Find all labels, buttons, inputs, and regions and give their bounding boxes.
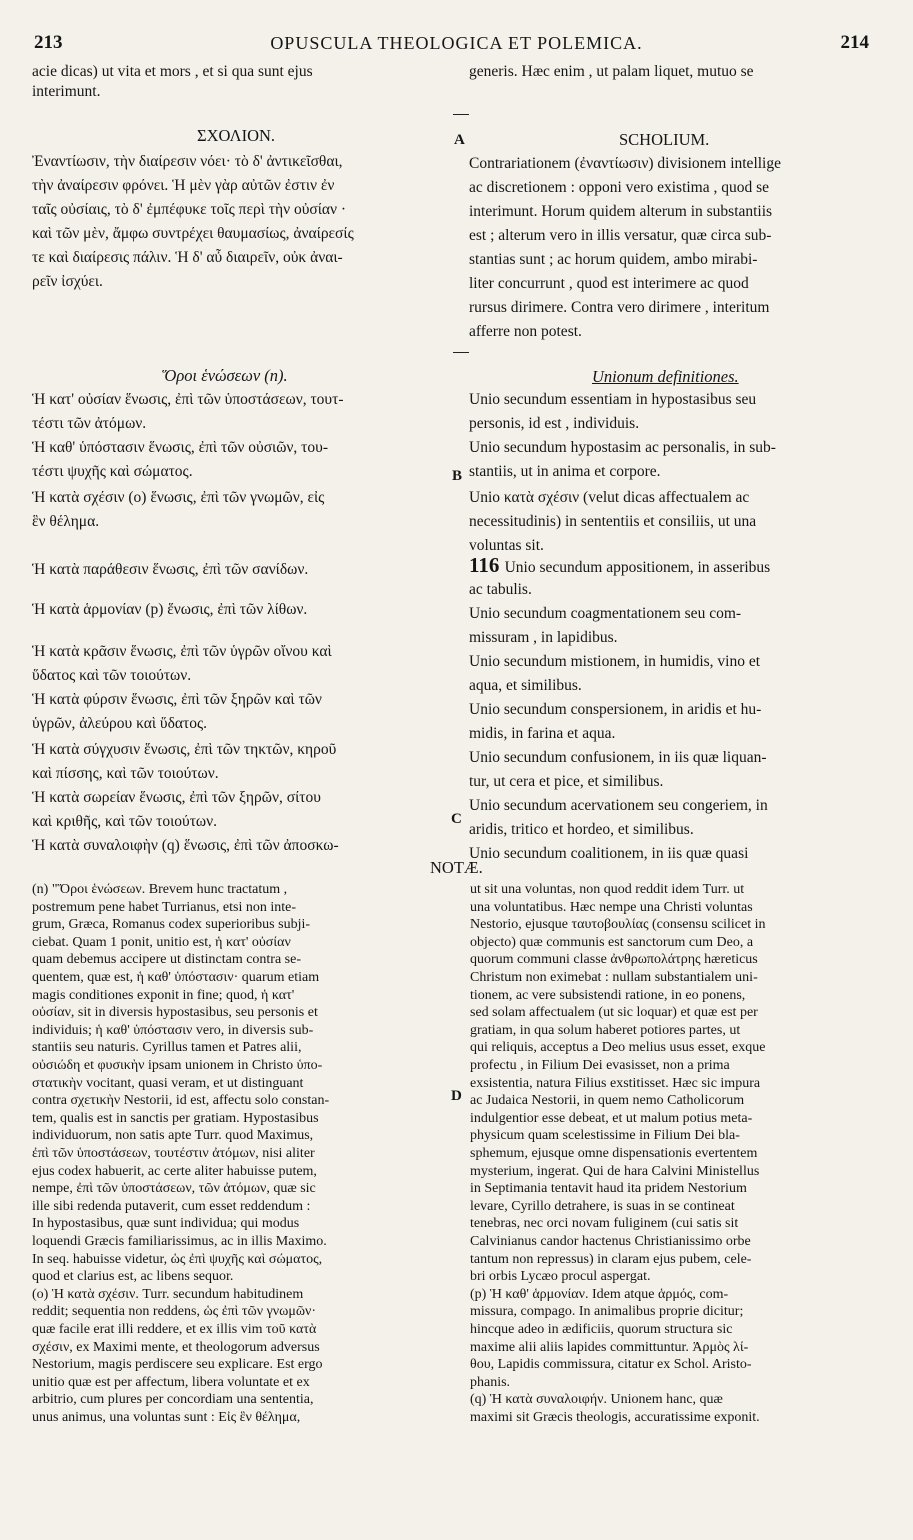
latin-scholium-line: interimunt. Horum quidem alterum in substantiis: [469, 203, 773, 220]
note-left-line: unus animus, una voluntas sunt : Εἰς ἓν θέλημα,: [32, 1410, 301, 1425]
note-right-line: in Septimania tentavit haud ita pridem Nestorium: [470, 1181, 747, 1197]
note-left-line: stantiis seu naturis. Cyrillus tamen et Patres alii,: [32, 1040, 302, 1056]
note-right-line: maximi sit Græcis theologis, accuratissime exponit.: [470, 1410, 760, 1425]
note-left-line: ille sibi redenda putaverit, cum esset reddendum :: [32, 1198, 311, 1214]
note-left-line: postremum pene habet Turrianus, etsi non inte-: [32, 899, 297, 915]
note-right-line: una voluntatibus. Hæc nempe una Christi voluntas: [470, 899, 753, 915]
greek-definition-line: ὑγρῶν, ἀλεύρου καὶ ὕδατος.: [32, 715, 208, 732]
note-right-line: mysterium, ingerat. Qui de hara Calvini Ministellus: [470, 1163, 760, 1179]
latin-definition-line: aridis, tritico et hordeo, et similibus.: [469, 821, 694, 838]
latin-definition-line: Unio secundum coalitionem, in iis quæ quasi: [469, 845, 749, 862]
greek-scholion-heading: ΣΧΟΛΙΟΝ.: [197, 126, 276, 145]
running-head: OPUSCULA THEOLOGICA ET POLEMICA.: [270, 33, 643, 53]
greek-definition-line: ἓν θέλημα.: [32, 513, 100, 530]
note-left-line: quæ facile erat illi reddere, et ex illis vim τοῦ κατὰ: [32, 1322, 317, 1337]
greek-definition-line: Ἡ κατὰ σχέσιν (o) ἕνωσις, ἐπὶ τῶν γνωμῶν, εἰς: [32, 489, 325, 506]
note-left-line: (n) "Ὅροι ἑνώσεων. Brevem hunc tractatum ,: [32, 882, 288, 897]
note-right-line: physicum quam scelestissime in Filium Dei bla-: [470, 1128, 740, 1144]
note-right-line: Calvinianus candor hactenus Christianissimo orbe: [470, 1234, 751, 1249]
greek-definition-line: τέστι τῶν ἀτόμων.: [32, 415, 147, 432]
note-right-line: Nestorio, ejusque ταυτοβουλίας (consensu scilicet in: [470, 917, 766, 933]
note-left-line: ejus codex habuerit, ac certe aliter habuisse putem,: [32, 1163, 317, 1179]
greek-scholion-line: ταῖς οὐσίαις, τὸ δ' ἐμπέφυκε τοῖς περὶ τὴν οὐσίαν ·: [32, 201, 347, 218]
latin-definition-line: Unio secundum essentiam in hypostasibus seu: [469, 391, 757, 408]
latin-definition-line: Unio secundum mistionem, in humidis, vino et: [469, 653, 761, 670]
note-right-line: (p) Ἡ καθ' ἁρμονίαν. Idem atque ἁρμός, com-: [470, 1286, 729, 1302]
latin-definition-line: Unio secundum hypostasim ac personalis, in sub-: [469, 439, 776, 456]
note-right-line: phanis.: [470, 1374, 511, 1390]
latin-scholium-line: rursus dirimere. Contra vero dirimere , interitum: [469, 299, 770, 316]
greek-scholion-line: τὴν ἀναίρεσιν φρόνει. Ἡ μὲν γὰρ αὐτῶν ἐστιν ἐν: [32, 177, 335, 194]
latin-definition-line: voluntas sit.: [469, 537, 544, 554]
note-right-line: sed solam affectualem (ut sic loquar) et quæ est per: [470, 1005, 758, 1021]
note-left-line: quod et clarius est, ac libens sequor.: [32, 1269, 234, 1285]
latin-scholium-heading: SCHOLIUM.: [619, 130, 710, 149]
note-left-line: contra σχετικὴν Nestorii, id est, affectu solo constan-: [32, 1093, 330, 1109]
top-right-line-1: generis. Hæc enim , ut palam liquet, mutuo se: [469, 63, 754, 80]
latin-scholium-line: afferre non potest.: [469, 323, 582, 340]
latin-definition-line: necessitudinis) in sententiis et consiliis, ut una: [469, 513, 757, 530]
note-left-line: quam debemus accipere ut distinctam contra se-: [32, 952, 302, 968]
greek-definitions-heading: Ὅροι ἑνώσεων (n).: [162, 366, 288, 385]
margin-letter-d: D: [451, 1088, 462, 1104]
latin-scholium-line: stantias sunt ; ac horum quidem, ambo mirabi-: [469, 251, 758, 268]
note-right-line: maxime alii aliis lapides committuntur. Ἁρμὸς λί-: [470, 1339, 749, 1355]
note-left-line: arbitrio, cum plures per concordiam una sententia,: [32, 1392, 314, 1408]
latin-scholium-line: Contrariationem (ἐναντίωσιν) divisionem intellige: [469, 155, 781, 172]
note-right-line: hincque adeo in ædificiis, quorum structura sic: [470, 1322, 733, 1337]
note-right-line: (q) Ἡ κατὰ συναλοιφήν. Unionem hanc, quæ: [470, 1392, 723, 1408]
latin-definition-line: personis, id est , individuis.: [469, 415, 640, 432]
greek-scholion-line: τε καὶ διαίρεσις πάλιν. Ἡ δ' αὖ διαιρεῖν, οὐκ ἀναι-: [32, 249, 343, 266]
top-left-line-2: interimunt.: [32, 83, 101, 100]
latin-definition-line: ac tabulis.: [469, 581, 532, 598]
note-right-line: profectu , in Filium Dei evasisset, non a prima: [470, 1058, 730, 1073]
latin-definition-line: midis, in farina et aqua.: [469, 725, 616, 742]
note-right-line: missura, compago. In animalibus proprie dicitur;: [470, 1304, 744, 1320]
greek-definition-line: Ἡ κατὰ σύγχυσιν ἕνωσις, ἐπὶ τῶν τηκτῶν, κηροῦ: [32, 741, 337, 758]
greek-scholion-line: Ἐναντίωσιν, τὴν διαίρεσιν νόει· τὸ δ' ἀντικεῖσθαι,: [32, 153, 343, 170]
note-left-line: στατικὴν vocitant, quasi veram, et ut distinguant: [32, 1075, 304, 1091]
note-right-line: levare, Cyrillo detrahere, is suas in se contineat: [470, 1198, 735, 1214]
note-left-line: tem, qualis est in sanctis per gratiam. Hypostasibus: [32, 1110, 319, 1126]
greek-definition-line: Ἡ κατὰ συναλοιφὴν (q) ἕνωσις, ἐπὶ τῶν ἀποσκω-: [32, 837, 339, 854]
latin-definition-line: Unio secundum confusionem, in iis quæ liquan-: [469, 749, 767, 766]
note-right-line: Christum non eximebat : nullam substantialem uni-: [470, 970, 758, 985]
note-left-line: ἐπὶ τῶν ὑποστάσεων, τουτέστιν ἀτόμων, nisi aliter: [32, 1146, 315, 1161]
margin-letter-b: B: [452, 468, 463, 484]
latin-definition-line: stantiis, ut in anima et corpore.: [469, 463, 661, 480]
note-right-line: sphemum, ejusque omne dispensationis evertentem: [470, 1146, 758, 1161]
greek-definition-line: καὶ πίσσης, καὶ τῶν τοιούτων.: [32, 765, 219, 782]
note-left-line: quentem, quæ est, ἡ καθ' ὑπόστασιν· quarum etiam: [32, 970, 320, 985]
latin-scholium-line: est ; alterum vero in illis versatur, quæ circa sub-: [469, 227, 772, 244]
notes-heading: NOTÆ.: [430, 858, 483, 877]
latin-definition-line: Unio secundum conspersionem, in aridis et hu-: [469, 701, 762, 718]
note-left-line: (o) Ἡ κατὰ σχέσιν. Turr. secundum habitudinem: [32, 1286, 304, 1302]
note-right-line: qui reliquis, acceptus a Deo melius usus esset, exque: [470, 1040, 766, 1056]
greek-scholion-line: καὶ τῶν μὲν, ἄμφω συντρέχει θαυμασίως, ἀναίρεσίς: [32, 225, 354, 242]
note-right-line: tantum non repressus) in claram ejus pubem, cele-: [470, 1251, 752, 1267]
greek-definition-line: Ἡ κατὰ παράθεσιν ἕνωσις, ἐπὶ τῶν σανίδων.: [32, 561, 309, 578]
latin-definition-line: Unio secundum coagmentationem seu com-: [469, 605, 742, 622]
margin-letter-a: A: [454, 132, 465, 148]
latin-definition-line: tur, ut cera et pice, et similibus.: [469, 773, 664, 790]
note-left-line: unitio quæ est per affectum, libera voluntate et ex: [32, 1374, 310, 1390]
note-left-line: loquendi Græcis familiarissimus, ac in illis Maximo.: [32, 1234, 327, 1249]
section-divider-mark: [453, 352, 469, 353]
note-left-line: οὐσιώδη et φυσικὴν ipsam unionem in Christo ὑπο-: [32, 1058, 323, 1073]
note-left-line: σχέσιν, ex Maximi mente, et theologorum adversus: [32, 1339, 320, 1355]
greek-definition-line: καὶ κριθῆς, καὶ τῶν τοιούτων.: [32, 813, 218, 830]
greek-definition-line: Ἡ κατὰ φύρσιν ἕνωσις, ἐπὶ τῶν ξηρῶν καὶ τῶν: [32, 691, 322, 708]
note-right-line: objecto) quæ communis est sanctorum cum Deo, a: [470, 934, 754, 950]
latin-definition-line: 116 Unio secundum appositionem, in asseribus: [469, 553, 771, 577]
greek-definition-line: Ἡ καθ' ὑπόστασιν ἕνωσις, ἐπὶ τῶν οὐσιῶν, του-: [32, 439, 328, 456]
note-left-line: Nestorium, magis perdiscere seu explicare. Est ergo: [32, 1357, 323, 1373]
note-left-line: magis conditiones exponit in fine; quod, ἡ κατ': [32, 987, 295, 1003]
note-right-line: ac Judaica Nestorii, in quem nemo Catholicorum: [470, 1093, 745, 1109]
note-right-line: tenebras, nec orci novam fuliginem (cui satis sit: [470, 1216, 739, 1232]
note-right-line: indulgentior esse debeat, et ut malum potius meta-: [470, 1110, 753, 1126]
note-right-line: bri orbis Lycæo procul aspergat.: [470, 1269, 651, 1285]
note-right-line: ut sit una voluntas, non quod reddit idem Turr. ut: [470, 882, 745, 897]
latin-definition-line: Unio secundum acervationem seu congeriem, in: [469, 797, 768, 814]
greek-scholion-line: ρεῖν ἰσχύει.: [32, 273, 103, 290]
note-left-line: In hypostasibus, quæ sunt individua; qui modus: [32, 1216, 300, 1232]
note-right-line: tionem, ac vere subsistendi ratione, in eo ponens,: [470, 987, 746, 1003]
note-left-line: οὐσίαν, sit in diversis hypostasibus, seu personis et: [32, 1005, 318, 1021]
note-left-line: In seq. habuisse videtur, ὡς ἐπὶ ψυχῆς καὶ σώματος,: [32, 1251, 323, 1267]
top-left-line-1: acie dicas) ut vita et mors , et si qua sunt ejus: [32, 63, 313, 80]
latin-definitions-heading: Unionum definitiones.: [592, 367, 739, 386]
greek-definition-line: Ἡ κατὰ κρᾶσιν ἕνωσις, ἐπὶ τῶν ὑγρῶν οἴνου καὶ: [32, 643, 332, 660]
note-left-line: nempe, ἐπὶ τῶν ὑποστάσεων, τῶν ἀτόμων, quæ sic: [32, 1181, 316, 1197]
note-right-line: θου, Lapidis commissura, citatur ex Schol. Aristo-: [470, 1357, 752, 1373]
column-divider-mark: [453, 114, 469, 115]
latin-definition-line: aqua, et similibus.: [469, 677, 582, 694]
latin-definition-line: missuram , in lapidibus.: [469, 629, 618, 646]
latin-scholium-line: ac discretionem : opponi vero existima , quod se: [469, 179, 770, 196]
note-left-line: grum, Græca, Romanus codex superioribus subji-: [32, 917, 311, 933]
page-number-left: 213: [34, 32, 63, 53]
greek-definition-line: τέστι ψυχῆς καὶ σώματος.: [32, 463, 193, 480]
greek-definition-line: ὕδατος καὶ τῶν τοιούτων.: [32, 667, 192, 684]
greek-definition-line: Ἡ κατ' οὐσίαν ἕνωσις, ἐπὶ τῶν ὑποστάσεων, τουτ-: [32, 391, 344, 408]
note-left-line: individuorum, non satis apte Turr. quod Maximus,: [32, 1128, 314, 1144]
latin-definition-line: Unio κατὰ σχέσιν (velut dicas affectualem ac: [469, 489, 750, 506]
note-left-line: ciebat. Quam 1 ponit, unitio est, ἡ κατ' οὐσίαν: [32, 934, 291, 950]
note-right-line: quorum communi classe ἀνθρωπολάτρης hæreticus: [470, 952, 758, 968]
greek-definition-line: Ἡ κατὰ σωρείαν ἕνωσις, ἐπὶ τῶν ξηρῶν, σίτου: [32, 789, 321, 806]
margin-letter-c: C: [451, 811, 462, 827]
note-right-line: gratiam, in qua solum haberet potiores partes, ut: [470, 1022, 741, 1038]
note-left-line: individuis; ἡ καθ' ὑπόστασιν vero, in diversis sub-: [32, 1022, 314, 1038]
column-number-marker: 116: [469, 553, 505, 577]
note-right-line: exsistentia, natura Filius exstitisset. Hæc sic impura: [470, 1075, 761, 1091]
greek-definition-line: Ἡ κατὰ ἁρμονίαν (p) ἕνωσις, ἐπὶ τῶν λίθων.: [32, 601, 308, 618]
note-left-line: reddit; sequentia non reddens, ὡς ἐπὶ τῶν γνωμῶν·: [32, 1304, 317, 1320]
page-number-right: 214: [840, 32, 869, 53]
latin-scholium-line: liter concurrunt , quod est interimere ac quod: [469, 275, 749, 292]
